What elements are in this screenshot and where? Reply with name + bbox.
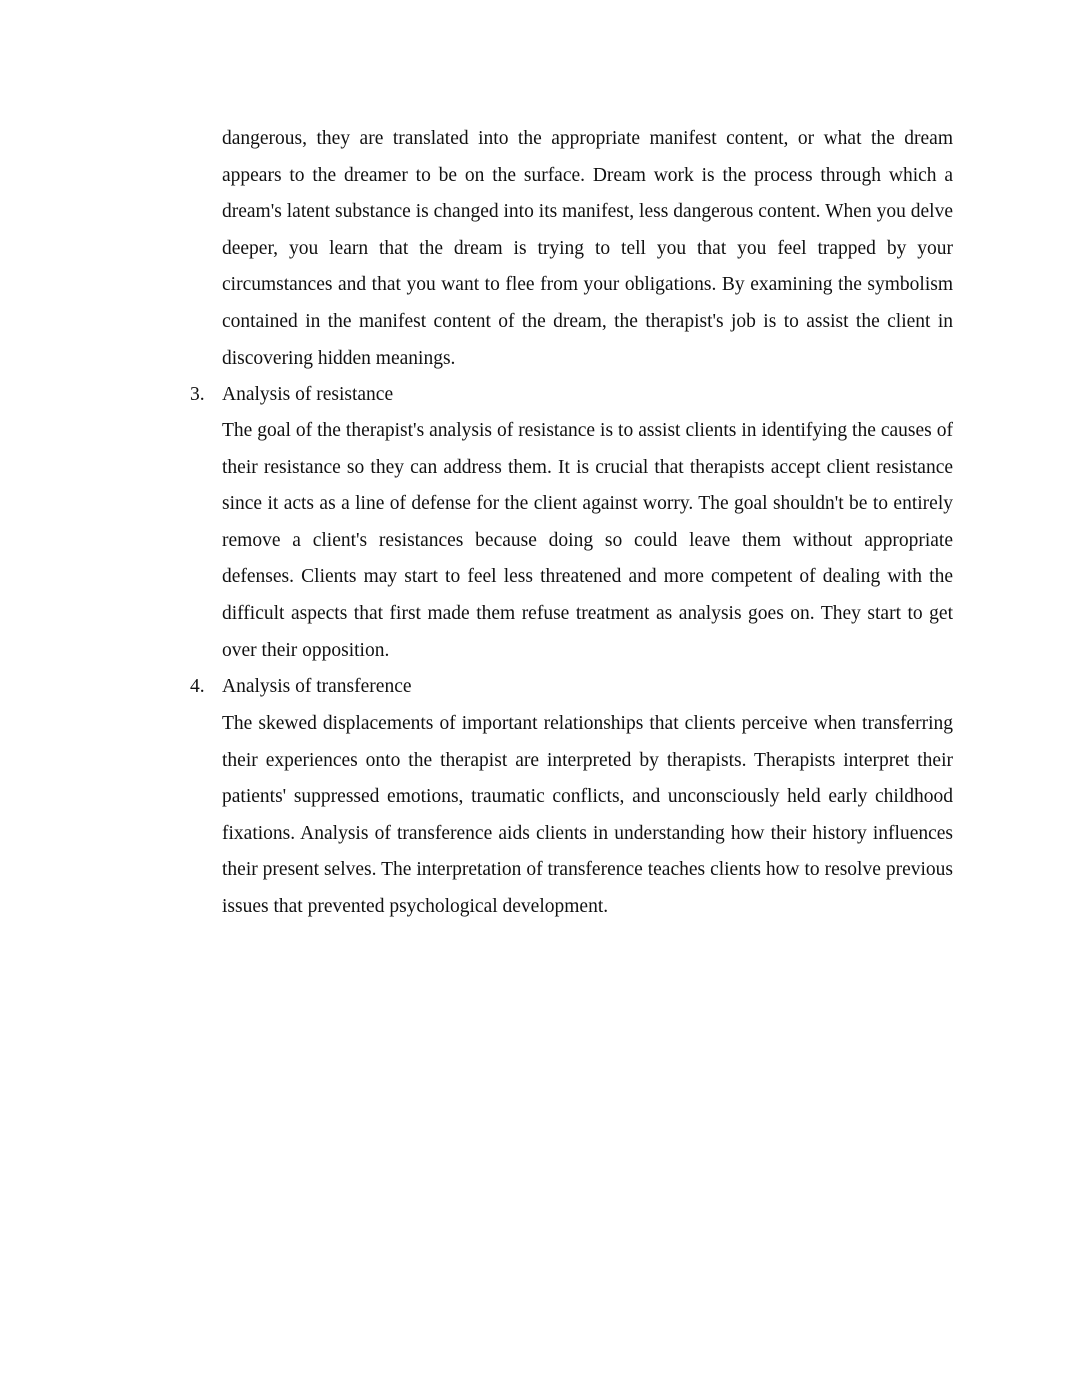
section-title-resistance: Analysis of resistance	[222, 384, 394, 405]
list-number-3: 3.	[190, 384, 205, 405]
section-body-resistance: The goal of the therapist's analysis of resistance is to assist clients in identifying the causes of their resistance so they can address them. It is crucial that therapists accept client resistance since it acts as a line of defense for the client against worry. The goal shouldn't be to entirely remove a client's resistances because doing so could leave them without appropriate defenses. Clients may start to feel less threatened and more competent of dealing with the difficult aspects that first made them refuse treatment as analysis goes on. They start to get over their opposition.	[222, 420, 953, 661]
section-title-transference: Analysis of transference	[222, 676, 412, 697]
continuation-paragraph: dangerous, they are translated into the appropriate manifest content, or what the dream appears to the dreamer to be on the surface. Dream work is the process through which a dream's latent substance is changed into its manifest, less dangerous content. When you delve deeper, you learn that the dream is trying to tell you that you feel trapped by your circumstances and that you want to flee from your obligations. By examining the symbolism contained in the manifest content of the dream, the therapist's job is to assist the client in discovering hidden meanings.	[222, 128, 953, 369]
list-number-4: 4.	[190, 676, 205, 697]
section-body-transference: The skewed displacements of important relationships that clients perceive when transferring their experiences onto the therapist are interpreted by therapists. Therapists interpret their patients' suppressed emotions, traumatic conflicts, and unconsciously held early childhood fixations. Analysis of transference aids clients in understanding how their history influences their present selves. The interpretation of transference teaches clients how to resolve previous issues that prevented psychological development.	[222, 713, 953, 917]
